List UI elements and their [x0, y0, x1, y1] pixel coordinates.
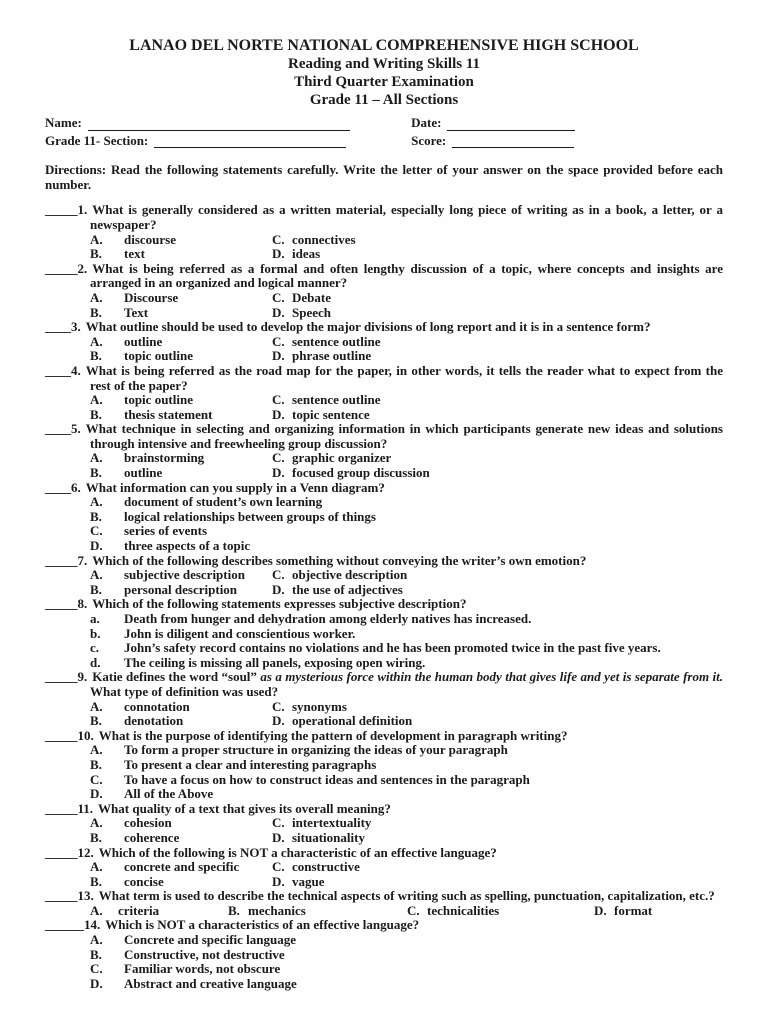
option: [90, 612, 723, 627]
question-text: [45, 800, 723, 817]
question-part: Which is NOT a characteristics of an effective language?: [105, 917, 420, 933]
option-text: subjective description: [124, 568, 245, 583]
score-field: [411, 134, 723, 149]
option-text: concise: [124, 874, 164, 889]
option: [90, 627, 723, 642]
option-text: technicalities: [427, 903, 500, 918]
option-letter: A.: [90, 290, 103, 305]
option: [407, 904, 594, 919]
options: [90, 700, 723, 729]
grade-sections: Grade 11 – All Sections: [309, 92, 459, 108]
option: [90, 933, 723, 948]
answer-blank: ____: [45, 362, 71, 378]
option: [272, 451, 723, 466]
option: [90, 962, 723, 977]
option-letter: C.: [272, 334, 285, 349]
question-text: [45, 888, 723, 904]
question-number: 3.: [71, 319, 81, 335]
question-number: 8.: [77, 596, 88, 612]
question: [45, 262, 723, 320]
option-letter: B.: [90, 874, 102, 889]
option: [272, 714, 723, 729]
question-text: [45, 319, 723, 335]
question: [45, 670, 723, 728]
option-text: All of the Above: [124, 787, 214, 802]
question: [45, 889, 723, 918]
question-part: What is being referred as the road map for the paper, in other words, it tells the reader what to expect from the rest of the paper?: [85, 362, 723, 393]
option: [90, 306, 272, 321]
option-text: John’s safety record contains no violations and he has been promoted twice in the past five years.: [124, 641, 661, 656]
option-text: graphic organizer: [292, 451, 392, 466]
option-text: Discourse: [124, 290, 179, 305]
section-score-row: [45, 134, 723, 149]
option-letter: B.: [90, 582, 102, 597]
option-letter: D.: [594, 903, 607, 918]
option-text: cohesion: [124, 816, 172, 831]
option-letter: D.: [272, 407, 285, 422]
option-text: To present a clear and interesting paragraphs: [124, 757, 377, 772]
option-text: concrete and specific: [124, 860, 240, 875]
answer-blank: _____: [45, 727, 78, 743]
question-part: What is the purpose of identifying the pattern of development in paragraph writing?: [98, 727, 568, 743]
question-number: 2.: [77, 260, 88, 276]
question-number: 12.: [77, 844, 94, 860]
school-name: LANAO DEL NORTE NATIONAL COMPREHENSIVE HIGH SCHOOL: [129, 37, 639, 54]
option-letter: C.: [407, 903, 420, 918]
question-part: What is generally considered as a written material, especially long piece of writing as in a book, a letter, or a newspaper?: [90, 202, 723, 232]
score-label: Score:: [411, 132, 447, 148]
question-part: Katie defines the word “soul”: [92, 669, 261, 685]
question-text: [45, 596, 723, 612]
option: [90, 700, 272, 715]
option: [90, 743, 723, 758]
option: [90, 656, 723, 671]
question-part: Which of the following is NOT a characteristic of an effective language?: [98, 844, 497, 860]
option-letter: D.: [272, 466, 285, 481]
question-text: [45, 202, 723, 232]
answer-blank: _____: [45, 844, 78, 860]
question: [45, 802, 723, 846]
option: [90, 568, 272, 583]
option-letter: D.: [90, 787, 103, 802]
option: [90, 393, 272, 408]
answer-blank: ______: [45, 917, 84, 933]
options: [90, 860, 723, 889]
question-text: [45, 552, 723, 569]
option: [90, 875, 272, 890]
option-letter: A.: [90, 903, 103, 918]
option-letter: c.: [90, 641, 100, 656]
option-letter: A.: [90, 699, 103, 714]
option-letter: B.: [228, 903, 240, 918]
option-letter: C.: [272, 451, 285, 466]
option: [90, 831, 272, 846]
option-text: personal description: [124, 582, 238, 597]
option-text: topic sentence: [292, 407, 370, 422]
question: [45, 729, 723, 802]
date-field: [411, 116, 723, 131]
option-letter: B.: [90, 305, 102, 320]
option-text: ideas: [292, 247, 321, 262]
option: [272, 700, 723, 715]
answer-blank: _____: [45, 669, 78, 685]
name-underline: [88, 118, 350, 130]
option-text: Familiar words, not obscure: [124, 962, 281, 977]
option-letter: B.: [90, 947, 102, 962]
option-text: Constructive, not destructive: [124, 947, 285, 962]
question: [45, 364, 723, 422]
option-text: denotation: [124, 714, 184, 729]
option: [90, 510, 723, 525]
option-text: discourse: [124, 232, 176, 247]
option: [272, 335, 723, 350]
option: [594, 904, 723, 919]
options: [90, 495, 723, 553]
options: [90, 816, 723, 845]
question-number: 4.: [71, 362, 81, 378]
option-letter: b.: [90, 626, 101, 641]
option-text: synonyms: [292, 699, 347, 714]
question-number: 10.: [77, 727, 94, 743]
score-underline: [452, 136, 574, 148]
answer-blank: _____: [45, 800, 78, 816]
answer-blank: ____: [45, 479, 71, 495]
option-text: three aspects of a topic: [124, 539, 251, 554]
option-letter: A.: [90, 816, 103, 831]
option-letter: B.: [90, 509, 102, 524]
option: [90, 451, 272, 466]
option-letter: B.: [90, 407, 102, 422]
answer-blank: ____: [45, 319, 71, 335]
option: [272, 247, 723, 262]
option: [90, 291, 272, 306]
directions-text: Read the following statements carefully. Write the letter of your answer on the space provided before each number.: [45, 162, 723, 192]
option-letter: A.: [90, 933, 103, 948]
options: [90, 451, 723, 480]
answer-blank: _____: [45, 202, 78, 218]
option: [272, 233, 723, 248]
option-text: sentence outline: [292, 334, 381, 349]
question-part: What term is used to describe the technical aspects of writing such as spelling, punctuation, capitalization, etc.?: [98, 888, 715, 904]
option-text: John is diligent and conscientious worker.: [124, 626, 356, 641]
question-text: [45, 669, 723, 699]
option-text: phrase outline: [292, 349, 372, 364]
option-text: sentence outline: [292, 393, 381, 408]
option-letter: A.: [90, 451, 103, 466]
option-letter: D.: [272, 874, 285, 889]
option-letter: D.: [272, 305, 285, 320]
answer-blank: _____: [45, 260, 78, 276]
option-letter: a.: [90, 612, 100, 626]
option-letter: C.: [272, 232, 285, 247]
options: [90, 568, 723, 597]
question-number: 11.: [77, 800, 94, 816]
options: [90, 612, 723, 670]
option-text: To have a focus on how to construct ideas and sentences in the paragraph: [124, 772, 530, 787]
answer-blank: _____: [45, 888, 78, 904]
option: [272, 393, 723, 408]
question-text: [45, 479, 723, 496]
option-letter: C.: [272, 568, 285, 583]
option-text: connectives: [292, 232, 356, 247]
document-header: [45, 36, 723, 109]
option: [90, 233, 272, 248]
option-letter: D.: [272, 247, 285, 262]
name-label: Name:: [45, 115, 82, 130]
option: [90, 860, 272, 875]
option-letter: B.: [90, 830, 102, 845]
option-text: objective description: [292, 568, 408, 583]
options: [90, 393, 723, 422]
question-number: 13.: [77, 888, 94, 904]
option-text: The ceiling is missing all panels, exposing open wiring.: [124, 655, 426, 670]
option: [90, 335, 272, 350]
option: [90, 539, 723, 554]
option: [272, 408, 723, 423]
option: [90, 758, 723, 773]
question-number: 7.: [77, 552, 88, 568]
option-text: operational definition: [292, 714, 413, 729]
option-text: outline: [124, 466, 163, 481]
question-part: as a mysterious force within the human body that gives life and yet is separate from it.: [260, 669, 723, 685]
option-text: connotation: [124, 699, 190, 714]
options: [90, 233, 723, 262]
question-part: What technique in selecting and organizing information in which participants generate new ideas and solutions through intensive and freewheeling group discussion?: [85, 421, 723, 451]
question-text: [45, 260, 723, 291]
option: [90, 583, 272, 598]
questions: [45, 203, 723, 991]
option-text: Concrete and specific language: [124, 933, 296, 948]
option-letter: D.: [272, 714, 285, 729]
option-text: text: [124, 247, 145, 262]
option-text: the use of adjectives: [292, 582, 403, 597]
option: [90, 816, 272, 831]
option-letter: C.: [272, 393, 285, 408]
name-date-row: [45, 116, 723, 131]
answer-blank: _____: [45, 596, 78, 612]
name-field: [45, 116, 411, 131]
option-text: vague: [292, 874, 325, 889]
option-letter: B.: [90, 714, 102, 729]
question-number: 9.: [77, 669, 88, 685]
option-text: Debate: [292, 290, 331, 305]
option-text: Speech: [292, 305, 331, 320]
question: [45, 422, 723, 480]
options: [90, 904, 723, 919]
question-number: 1.: [77, 202, 88, 218]
options: [90, 933, 723, 991]
option: [90, 524, 723, 539]
question-part: Which of the following describes something without conveying the writer’s own emotion?: [92, 552, 587, 568]
option: [272, 349, 723, 364]
question-part: Which of the following statements expresses subjective description?: [92, 596, 467, 612]
question-part: What quality of a text that gives its overall meaning?: [98, 800, 391, 816]
option-letter: C.: [272, 290, 285, 305]
option-text: Abstract and creative language: [124, 976, 297, 991]
option-text: document of student’s own learning: [124, 495, 323, 510]
option-letter: D.: [90, 539, 103, 554]
option: [272, 568, 723, 583]
option-text: Death from hunger and dehydration among elderly natives has increased.: [124, 612, 532, 626]
option: [272, 583, 723, 598]
option-letter: C.: [90, 772, 103, 787]
question: [45, 918, 723, 991]
option-letter: d.: [90, 655, 101, 670]
exam-title: Third Quarter Examination: [294, 74, 474, 90]
date-underline: [447, 118, 575, 130]
option-letter: C.: [272, 699, 285, 714]
option-letter: D.: [272, 582, 285, 597]
question-number: 14.: [84, 917, 101, 933]
answer-blank: ____: [45, 421, 71, 437]
option-text: focused group discussion: [292, 466, 430, 481]
option-text: criteria: [118, 903, 160, 918]
question-number: 5.: [71, 421, 81, 437]
option: [272, 291, 723, 306]
question: [45, 203, 723, 261]
question-text: [45, 362, 723, 393]
directions-label: Directions:: [45, 162, 107, 178]
option-letter: A.: [90, 568, 103, 583]
option-letter: A.: [90, 393, 103, 408]
question: [45, 597, 723, 670]
option-text: Text: [124, 305, 149, 320]
option: [228, 904, 407, 919]
option: [272, 816, 723, 831]
answer-blank: _____: [45, 552, 78, 568]
option-letter: C.: [90, 962, 103, 977]
subject-title: Reading and Writing Skills 11: [287, 56, 480, 72]
option-text: topic outline: [124, 349, 193, 364]
option-text: coherence: [124, 830, 180, 845]
question-part: What outline should be used to develop the major divisions of long report and it is in a sentence form?: [85, 319, 651, 335]
option-letter: A.: [90, 334, 103, 349]
options: [90, 335, 723, 364]
directions: [45, 163, 723, 192]
option-text: series of events: [124, 524, 208, 539]
option: [90, 349, 272, 364]
options: [90, 291, 723, 320]
option: [90, 773, 723, 788]
option: [272, 875, 723, 890]
option-text: outline: [124, 334, 163, 349]
option-letter: A.: [90, 860, 103, 875]
question-text: [45, 727, 723, 744]
option: [90, 977, 723, 992]
option-letter: B.: [90, 466, 102, 481]
option-text: constructive: [292, 860, 360, 875]
question: [45, 320, 723, 364]
question-text: [45, 421, 723, 451]
question-text: [45, 844, 723, 861]
question-text: [45, 917, 723, 933]
option: [90, 904, 228, 919]
option-letter: D.: [90, 976, 103, 991]
option: [272, 466, 723, 481]
question-number: 6.: [71, 479, 81, 495]
option-text: brainstorming: [124, 451, 205, 466]
option: [90, 495, 723, 510]
option-text: situationality: [292, 830, 365, 845]
option: [272, 306, 723, 321]
option: [272, 860, 723, 875]
option: [90, 948, 723, 963]
option-letter: C.: [272, 816, 285, 831]
question: [45, 846, 723, 890]
section-field: [45, 134, 411, 149]
option-letter: B.: [90, 757, 102, 772]
option-letter: B.: [90, 349, 102, 364]
option-text: To form a proper structure in organizing the ideas of your paragraph: [124, 743, 508, 758]
section-label: Grade 11- Section:: [45, 132, 149, 148]
option-text: thesis statement: [124, 407, 213, 422]
option: [90, 408, 272, 423]
option-letter: A.: [90, 743, 103, 758]
question: [45, 554, 723, 598]
option-text: intertextuality: [292, 816, 372, 831]
option-text: topic outline: [124, 393, 193, 408]
option: [90, 466, 272, 481]
question-part: What information can you supply in a Venn diagram?: [85, 479, 385, 495]
options: [90, 743, 723, 801]
option-letter: B.: [90, 247, 102, 262]
option: [90, 787, 723, 802]
option: [272, 831, 723, 846]
option-letter: C.: [90, 524, 103, 539]
question-part: What type of definition was used?: [90, 683, 279, 699]
option-letter: A.: [90, 232, 103, 247]
option-letter: D.: [272, 349, 285, 364]
option-letter: A.: [90, 495, 103, 510]
option: [90, 247, 272, 262]
question: [45, 481, 723, 554]
question-part: What is being referred as a formal and often lengthy discussion of a topic, where concepts and insights are arranged in an organized and logical manner?: [90, 260, 723, 291]
option: [90, 641, 723, 656]
option-text: logical relationships between groups of things: [124, 509, 376, 524]
student-info-fields: [45, 116, 723, 148]
option: [90, 714, 272, 729]
option-letter: C.: [272, 860, 285, 875]
option-text: format: [614, 903, 653, 918]
option-letter: D.: [272, 830, 285, 845]
option-text: mechanics: [248, 903, 306, 918]
date-label: Date:: [411, 115, 442, 130]
section-underline: [154, 136, 346, 148]
